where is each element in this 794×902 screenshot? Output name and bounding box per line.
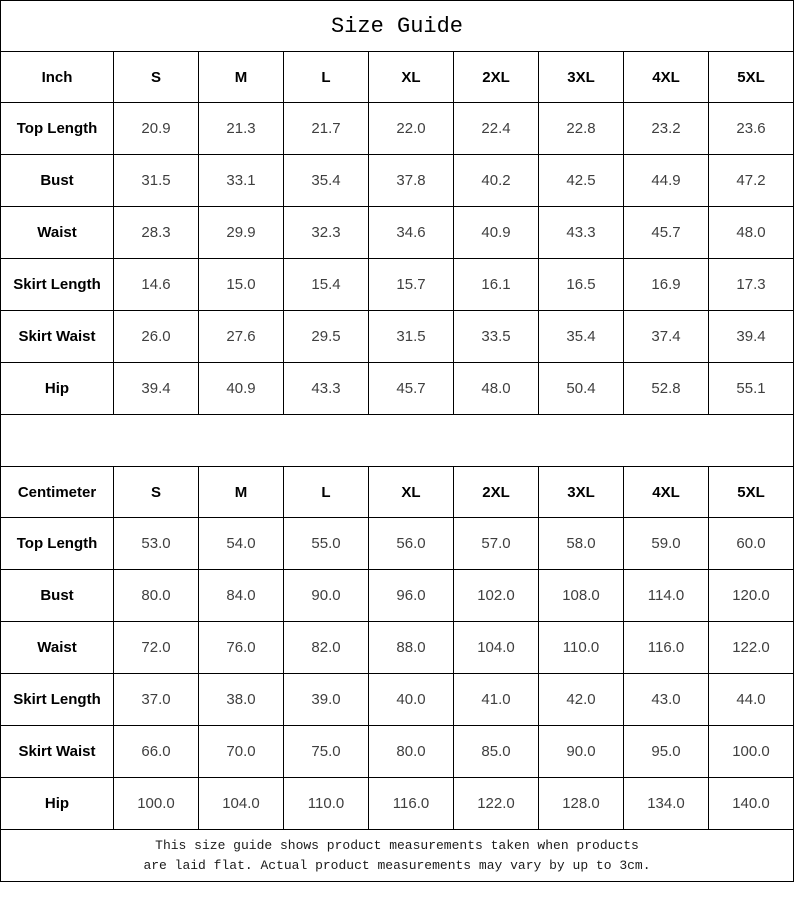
- measurement-value: 48.0: [709, 207, 794, 259]
- table-row: [1, 103, 794, 155]
- row-label: Hip: [1, 363, 114, 415]
- table-row: [1, 363, 794, 415]
- unit-header-inch: Inch: [1, 52, 114, 103]
- size-column-header: M: [199, 52, 284, 103]
- measurement-value: 40.9: [199, 363, 284, 415]
- measurement-value: 110.0: [284, 778, 369, 830]
- size-column-header: 3XL: [539, 52, 624, 103]
- table-row: [1, 778, 794, 830]
- measurement-value: 37.0: [114, 674, 199, 726]
- measurement-value: 16.9: [624, 259, 709, 311]
- row-label: Top Length: [1, 518, 114, 570]
- size-column-header: 5XL: [709, 467, 794, 518]
- table-row: [1, 726, 794, 778]
- size-column-header: S: [114, 52, 199, 103]
- cm-header-row: [1, 467, 794, 518]
- measurement-value: 58.0: [539, 518, 624, 570]
- measurement-value: 90.0: [284, 570, 369, 622]
- measurement-value: 85.0: [454, 726, 539, 778]
- footer-note-line2: are laid flat. Actual product measurements may vary by up to 3cm.: [143, 857, 651, 873]
- size-column-header: 5XL: [709, 52, 794, 103]
- measurement-value: 39.4: [114, 363, 199, 415]
- measurement-value: 120.0: [709, 570, 794, 622]
- size-column-header: M: [199, 467, 284, 518]
- measurement-value: 15.0: [199, 259, 284, 311]
- size-column-header: 4XL: [624, 52, 709, 103]
- size-column-header: XL: [369, 467, 454, 518]
- footer-row: [1, 830, 794, 882]
- measurement-value: 88.0: [369, 622, 454, 674]
- measurement-value: 16.5: [539, 259, 624, 311]
- measurement-value: 82.0: [284, 622, 369, 674]
- measurement-value: 27.6: [199, 311, 284, 363]
- measurement-value: 70.0: [199, 726, 284, 778]
- size-column-header: 4XL: [624, 467, 709, 518]
- size-column-header: XL: [369, 52, 454, 103]
- measurement-value: 15.7: [369, 259, 454, 311]
- table-row: [1, 311, 794, 363]
- size-column-header: 3XL: [539, 467, 624, 518]
- measurement-value: 100.0: [114, 778, 199, 830]
- measurement-value: 39.4: [709, 311, 794, 363]
- measurement-value: 76.0: [199, 622, 284, 674]
- measurement-value: 54.0: [199, 518, 284, 570]
- measurement-value: 52.8: [624, 363, 709, 415]
- size-column-header: L: [284, 52, 369, 103]
- measurement-value: 35.4: [284, 155, 369, 207]
- size-column-header: 2XL: [454, 52, 539, 103]
- measurement-value: 80.0: [369, 726, 454, 778]
- measurement-value: 60.0: [709, 518, 794, 570]
- measurement-value: 42.5: [539, 155, 624, 207]
- measurement-value: 29.5: [284, 311, 369, 363]
- measurement-value: 59.0: [624, 518, 709, 570]
- table-row: [1, 259, 794, 311]
- measurement-value: 37.8: [369, 155, 454, 207]
- measurement-value: 34.6: [369, 207, 454, 259]
- measurement-value: 22.4: [454, 103, 539, 155]
- measurement-value: 66.0: [114, 726, 199, 778]
- unit-header-centimeter: Centimeter: [1, 467, 114, 518]
- table-row: [1, 622, 794, 674]
- measurement-value: 116.0: [369, 778, 454, 830]
- measurement-value: 33.1: [199, 155, 284, 207]
- table-row: [1, 570, 794, 622]
- row-label: Skirt Waist: [1, 311, 114, 363]
- measurement-value: 50.4: [539, 363, 624, 415]
- measurement-value: 43.3: [284, 363, 369, 415]
- row-label: Skirt Waist: [1, 726, 114, 778]
- measurement-value: 43.3: [539, 207, 624, 259]
- inch-header-row: [1, 52, 794, 103]
- measurement-value: 45.7: [624, 207, 709, 259]
- row-label: Skirt Length: [1, 674, 114, 726]
- measurement-value: 104.0: [199, 778, 284, 830]
- measurement-value: 44.9: [624, 155, 709, 207]
- spacer-cell: [1, 415, 794, 467]
- page-title: Size Guide: [1, 1, 794, 52]
- measurement-value: 35.4: [539, 311, 624, 363]
- row-label: Waist: [1, 622, 114, 674]
- measurement-value: 134.0: [624, 778, 709, 830]
- measurement-value: 29.9: [199, 207, 284, 259]
- cm-table-body: [1, 518, 794, 830]
- measurement-value: 108.0: [539, 570, 624, 622]
- measurement-value: 22.0: [369, 103, 454, 155]
- measurement-value: 116.0: [624, 622, 709, 674]
- measurement-value: 84.0: [199, 570, 284, 622]
- measurement-value: 38.0: [199, 674, 284, 726]
- measurement-value: 16.1: [454, 259, 539, 311]
- measurement-value: 40.9: [454, 207, 539, 259]
- measurement-value: 75.0: [284, 726, 369, 778]
- measurement-value: 114.0: [624, 570, 709, 622]
- measurement-value: 122.0: [454, 778, 539, 830]
- measurement-value: 102.0: [454, 570, 539, 622]
- measurement-value: 40.0: [369, 674, 454, 726]
- measurement-value: 128.0: [539, 778, 624, 830]
- row-label: Bust: [1, 155, 114, 207]
- measurement-value: 31.5: [369, 311, 454, 363]
- measurement-value: 110.0: [539, 622, 624, 674]
- measurement-value: 45.7: [369, 363, 454, 415]
- measurement-value: 72.0: [114, 622, 199, 674]
- measurement-value: 22.8: [539, 103, 624, 155]
- row-label: Top Length: [1, 103, 114, 155]
- title-row: [1, 1, 794, 52]
- measurement-value: 14.6: [114, 259, 199, 311]
- measurement-value: 28.3: [114, 207, 199, 259]
- measurement-value: 57.0: [454, 518, 539, 570]
- measurement-value: 20.9: [114, 103, 199, 155]
- measurement-value: 104.0: [454, 622, 539, 674]
- spacer-row: [1, 415, 794, 467]
- measurement-value: 21.3: [199, 103, 284, 155]
- measurement-value: 23.2: [624, 103, 709, 155]
- measurement-value: 44.0: [709, 674, 794, 726]
- table-row: [1, 674, 794, 726]
- measurement-value: 47.2: [709, 155, 794, 207]
- measurement-value: 80.0: [114, 570, 199, 622]
- measurement-value: 26.0: [114, 311, 199, 363]
- measurement-value: 21.7: [284, 103, 369, 155]
- measurement-value: 32.3: [284, 207, 369, 259]
- footer-note: [1, 830, 794, 882]
- measurement-value: 41.0: [454, 674, 539, 726]
- table-row: [1, 207, 794, 259]
- measurement-value: 17.3: [709, 259, 794, 311]
- row-label: Skirt Length: [1, 259, 114, 311]
- measurement-value: 56.0: [369, 518, 454, 570]
- footer-note-line1: This size guide shows product measurements taken when products: [155, 837, 639, 853]
- size-column-header: 2XL: [454, 467, 539, 518]
- size-column-header: L: [284, 467, 369, 518]
- measurement-value: 43.0: [624, 674, 709, 726]
- measurement-value: 90.0: [539, 726, 624, 778]
- measurement-value: 42.0: [539, 674, 624, 726]
- measurement-value: 55.0: [284, 518, 369, 570]
- row-label: Waist: [1, 207, 114, 259]
- measurement-value: 33.5: [454, 311, 539, 363]
- measurement-value: 55.1: [709, 363, 794, 415]
- measurement-value: 15.4: [284, 259, 369, 311]
- measurement-value: 48.0: [454, 363, 539, 415]
- table-row: [1, 518, 794, 570]
- measurement-value: 122.0: [709, 622, 794, 674]
- measurement-value: 100.0: [709, 726, 794, 778]
- row-label: Hip: [1, 778, 114, 830]
- measurement-value: 39.0: [284, 674, 369, 726]
- row-label: Bust: [1, 570, 114, 622]
- inch-table-body: [1, 103, 794, 415]
- measurement-value: 53.0: [114, 518, 199, 570]
- measurement-value: 31.5: [114, 155, 199, 207]
- table-row: [1, 155, 794, 207]
- measurement-value: 23.6: [709, 103, 794, 155]
- size-column-header: S: [114, 467, 199, 518]
- measurement-value: 140.0: [709, 778, 794, 830]
- measurement-value: 96.0: [369, 570, 454, 622]
- measurement-value: 37.4: [624, 311, 709, 363]
- measurement-value: 95.0: [624, 726, 709, 778]
- measurement-value: 40.2: [454, 155, 539, 207]
